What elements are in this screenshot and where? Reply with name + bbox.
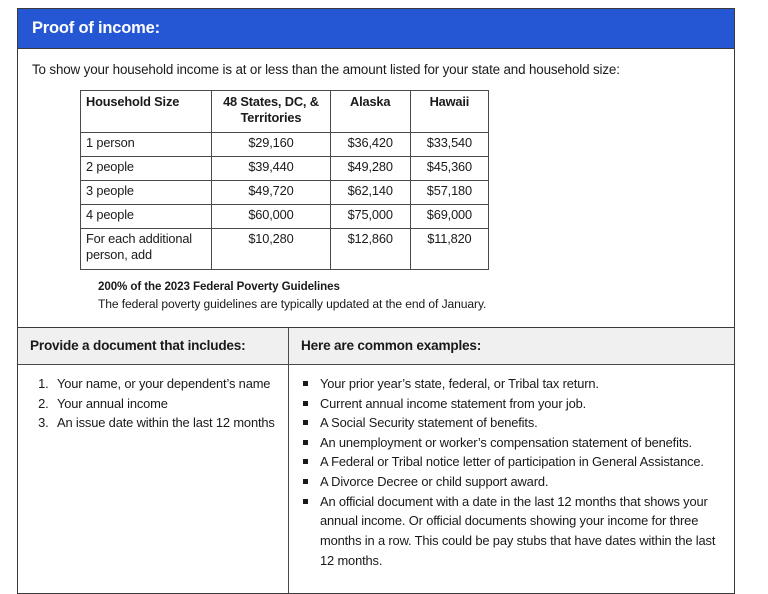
square-bullet-icon — [303, 381, 308, 386]
guidance-section — [18, 327, 734, 593]
cell-alaska: $62,140 — [330, 181, 410, 205]
list-item-label: A Federal or Tribal notice letter of participation in General Assistance. — [320, 454, 704, 470]
cell-hawaii: $11,820 — [410, 229, 488, 270]
page-title: Proof of income: — [32, 19, 160, 37]
cell-48-states: $39,440 — [212, 157, 330, 181]
list-item — [299, 452, 722, 472]
cell-hawaii: $33,540 — [410, 133, 488, 157]
cell-household-size: For each additional person, add — [81, 229, 212, 270]
examples-list — [299, 374, 722, 570]
table-header-row — [81, 91, 489, 133]
column-header-household-size: Household Size — [81, 91, 212, 133]
list-item-label: A Social Security statement of benefits. — [320, 415, 538, 431]
guidance-header-row — [18, 328, 734, 365]
table-row — [81, 181, 489, 205]
cell-48-states: $60,000 — [212, 205, 330, 229]
guidance-right-header-cell — [289, 328, 734, 364]
section-header-band — [18, 9, 734, 49]
guidance-left-heading: Provide a document that includes: — [30, 338, 246, 354]
list-item — [299, 374, 722, 394]
income-table-body — [81, 133, 489, 270]
footnote-heading: 200% of the 2023 Federal Poverty Guidelines — [98, 280, 340, 294]
cell-alaska: $49,280 — [330, 157, 410, 181]
cell-48-states: $49,720 — [212, 181, 330, 205]
list-item-label: A Divorce Decree or child support award. — [320, 474, 549, 490]
list-item: 2. Your annual income — [52, 394, 282, 414]
list-item: 3. An issue date within the last 12 months — [52, 413, 282, 433]
cell-hawaii: $69,000 — [410, 205, 488, 229]
square-bullet-icon — [303, 440, 308, 445]
guidance-right-heading: Here are common examples: — [301, 338, 482, 354]
list-item-label: Current annual income statement from your job. — [320, 395, 587, 411]
list-item — [299, 413, 722, 433]
cell-alaska: $36,420 — [330, 133, 410, 157]
list-item — [299, 433, 722, 453]
list-item — [299, 394, 722, 414]
cell-hawaii: $45,360 — [410, 157, 488, 181]
table-row — [81, 229, 489, 270]
cell-household-size: 4 people — [81, 205, 212, 229]
cell-hawaii: $57,180 — [410, 181, 488, 205]
intro-text: To show your household income is at or less than the amount listed for your state and household size: — [32, 62, 620, 77]
square-bullet-icon — [303, 499, 308, 504]
footnote-note: The federal poverty guidelines are typically updated at the end of January. — [98, 296, 487, 311]
cell-household-size: 2 people — [81, 157, 212, 181]
cell-48-states: $29,160 — [212, 133, 330, 157]
guidance-requirements-cell — [18, 365, 289, 593]
column-header-alaska: Alaska — [330, 91, 410, 133]
square-bullet-icon — [303, 401, 308, 406]
proof-of-income-card — [17, 8, 735, 594]
column-header-48-states: 48 States, DC, & Territories — [212, 91, 330, 133]
cell-household-size: 1 person — [81, 133, 212, 157]
guidance-body-row — [18, 365, 734, 593]
list-item — [299, 472, 722, 492]
requirements-list — [26, 374, 282, 433]
cell-alaska: $75,000 — [330, 205, 410, 229]
list-item-label: Your prior year’s state, federal, or Tribal tax return. — [320, 376, 599, 392]
guidance-left-header-cell — [18, 328, 289, 364]
list-item: 1. Your name, or your dependent’s name — [52, 374, 282, 394]
column-header-hawaii: Hawaii — [410, 91, 488, 133]
table-row — [81, 133, 489, 157]
list-item-label: An unemployment or worker’s compensation statement of benefits. — [320, 434, 692, 450]
square-bullet-icon — [303, 420, 308, 425]
list-item-label: An official document with a date in the last 12 months that shows your annual income. Or official documents showing your income for three months in a row. This could be pay stubs that have dates within the last 12 months. — [320, 493, 716, 568]
cell-household-size: 3 people — [81, 181, 212, 205]
table-row — [81, 157, 489, 181]
income-table-wrapper — [28, 79, 724, 270]
guidance-examples-cell — [289, 365, 734, 593]
income-intro-section — [18, 49, 734, 327]
table-row — [81, 205, 489, 229]
income-threshold-table — [80, 90, 489, 270]
square-bullet-icon — [303, 459, 308, 464]
square-bullet-icon — [303, 479, 308, 484]
poverty-guideline-footnote — [28, 270, 724, 321]
cell-alaska: $12,860 — [330, 229, 410, 270]
income-table-head — [81, 91, 489, 133]
list-item — [299, 492, 722, 570]
cell-48-states: $10,280 — [212, 229, 330, 270]
